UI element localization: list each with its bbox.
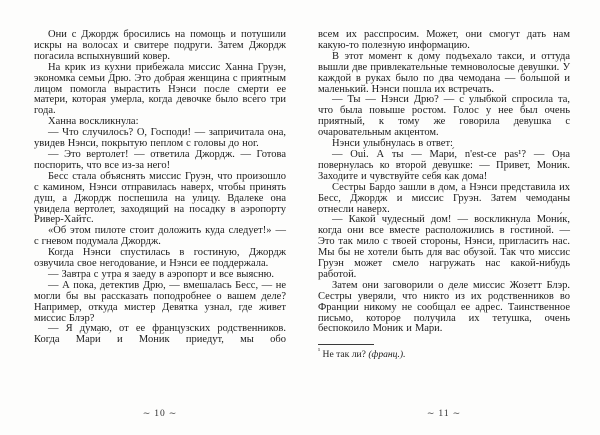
page-left — [34, 30, 286, 435]
paragraph: — Что случилось? О, Господи! — запричитала она, увидев Нэнси, покрытую пеплом с головы до ног. — [34, 127, 286, 150]
paragraph: Нэнси улыбнулась в ответ: — [332, 138, 453, 150]
footnote-marker: ¹ — [318, 347, 321, 356]
page-number-value: 11 — [438, 409, 450, 419]
paragraph: — Какой чудесный дом! — воскликнула Мони́к, когда они все вместе расположились в гостиной. — Это так мило с твоей стороны, Нэнси, пригласить нас. Мы бы не хотели быть для вас обузой. Так что миссис Груэн может смело нагружать нас какой-нибудь работой. — [318, 214, 570, 280]
paragraph: Когда Нэнси спустилась в гостиную, Джордж озвучила свое негодование, и Нэнси ее поддержала. — [34, 247, 286, 270]
footnote-text: Не так ли? — [322, 349, 366, 361]
page-right-text — [318, 30, 570, 335]
paragraph: — Я думаю, от ее французских родственников. Когда Мари́ и Мони́к приедут, мы обо — [34, 323, 286, 346]
paragraph: В этот момент к дому подъехало такси, и оттуда вышли две привлекательные темноволосые девушки. У каждой в руках было по два чемодана — большой и маленький. Нэнси пошла их встречать. — [318, 50, 570, 95]
paragraph: — Ты — Нэнси Дрю? — с улыбкой спросила та, что была повыше ростом. Голос у нее был очень приятный, к тому же говорила девушка с очаровательным акцентом. — [318, 94, 570, 139]
footnote-language: (франц.). — [368, 349, 406, 361]
paragraph: Ханна воскликнула: — [48, 116, 139, 128]
paragraph: — Oui. А ты — Мари́, n'est-ce pas¹? — Она повернулась ко второй девушке: — Привет, Мони́к. Заходите и чувствуйте себя как дома! — [318, 148, 570, 182]
paragraph: всем их расспросим. Может, они смогут дать нам какую-то полезную информацию. — [318, 29, 570, 51]
page-left-text — [34, 30, 286, 346]
tilde-ornament: ∼ — [426, 408, 436, 418]
paragraph: Сестры Бардо зашли в дом, а Нэнси представила их Бесс, Джордж и миссис Груэн. Затем чемоданы отнесли наверх. — [318, 181, 570, 215]
footnote-block — [318, 344, 570, 360]
page-number-left — [34, 408, 286, 419]
footnote — [318, 349, 570, 360]
paragraph: — А пока, детектив Дрю, — вмешалась Бесс, — не могли бы вы рассказать поподробнее о вашем деле? Например, откуда мистер Девятка узнал, где живет миссис Блэр? — [34, 279, 286, 324]
paragraph: — Завтра с утра я заеду в аэропорт и все выясню. — [48, 268, 275, 280]
tilde-ornament: ∼ — [142, 408, 152, 418]
paragraph: Бесс стала объяснять миссис Груэн, что произошло с камином, Нэнси отправилась наверх, чтобы принять душ, а Джордж поспешила на улицу. Вдалеке она увидела вертолет, заходящий на посадку в аэропорту Ривер-Хайтс. — [34, 170, 286, 226]
paragraph: На крик из кухни прибежала миссис Ханна Груэн, экономка семьи Дрю. Это добрая женщина с приятным лицом помогла вырастить Нэнси после смерти ее матери, которая умерла, когда девочке было всего три года. — [34, 61, 286, 117]
page-number-right — [318, 408, 570, 419]
paragraph: Они с Джордж бросились на помощь и потушили искры на волосах и свитере подруги. Затем Джордж погасила вспыхнувший ковер. — [34, 29, 286, 62]
page-number-value: 10 — [154, 409, 166, 419]
footnote-divider — [318, 344, 374, 345]
paragraph: Затем они заговорили о деле миссис Жозетт Блэр. Сестры уверяли, что никто из их родственников во Франции никому не сообщал ее адрес. Таинственное письмо, которое получила их тетушка, очень беспокоило Мони́к и Мари́. — [318, 279, 570, 335]
page-right — [318, 30, 570, 435]
tilde-ornament: ∼ — [168, 408, 178, 418]
paragraph: — Это вертолет! — ответила Джордж. — Готова поспорить, что все из-за него! — [34, 148, 286, 171]
paragraph: «Об этом пилоте стоит доложить куда следует!» — с гневом подумала Джордж. — [34, 225, 286, 248]
tilde-ornament: ∼ — [452, 408, 462, 418]
